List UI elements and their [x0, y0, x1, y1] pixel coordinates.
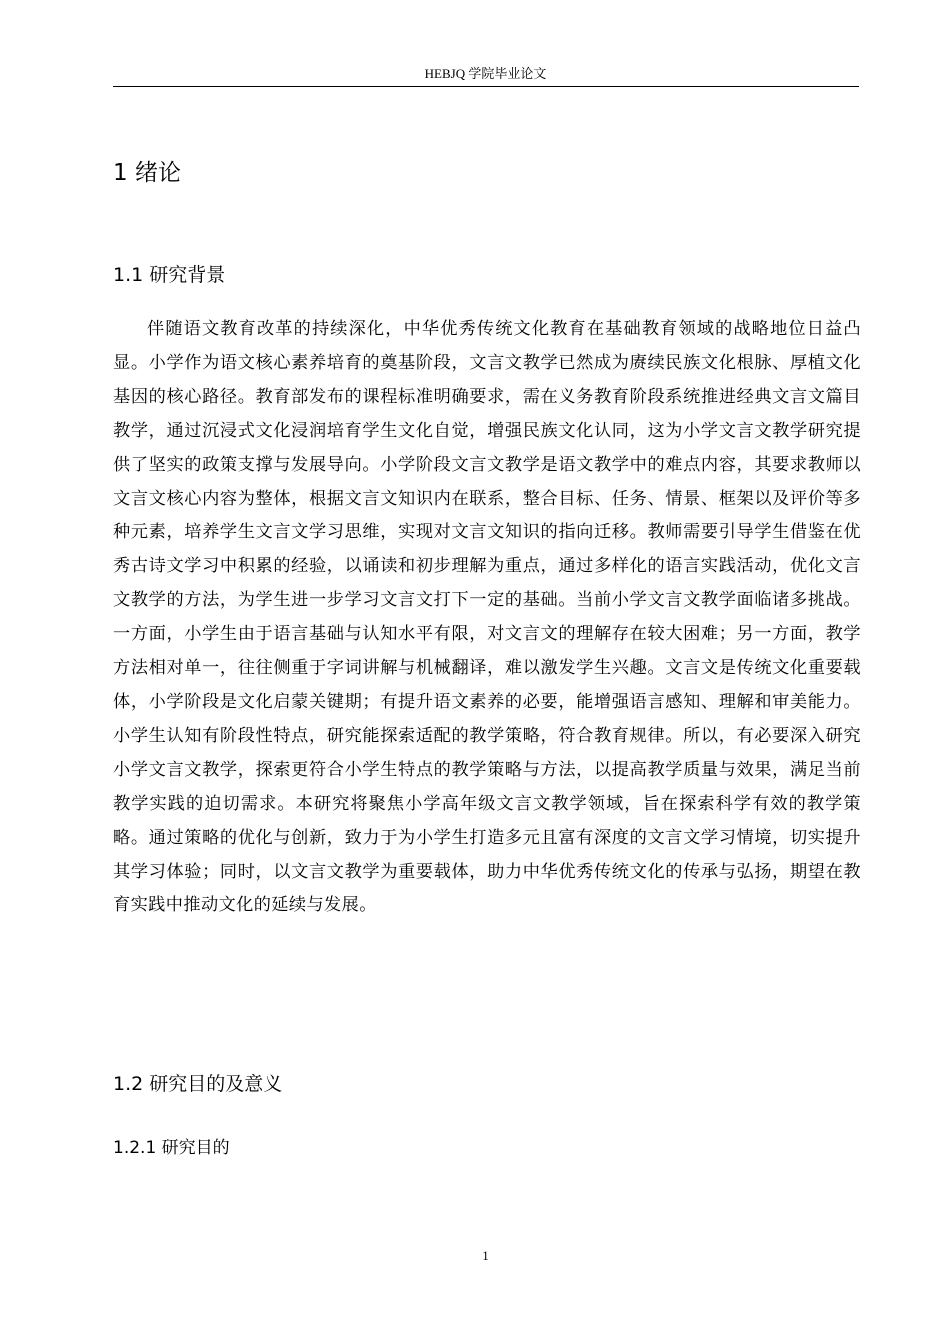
section-title-background: 1.1 研究背景 [113, 264, 226, 286]
header-divider [113, 86, 859, 87]
section-title-purpose-significance: 1.2 研究目的及意义 [113, 1073, 283, 1095]
running-header: HEBJQ 学院毕业论文 [424, 66, 547, 81]
body-paragraph-background: 伴随语文教育改革的持续深化，中华优秀传统文化教育在基础教育领域的战略地位日益凸显。小学作为语文核心素养培育的奠基阶段，文言文教学已然成为赓续民族文化根脉、厚植文化基因的核心路径。教育部发布的课程标准明确要求，需在义务教育阶段系统推进经典文言文篇目教学，通过沉浸式文化浸润培育学生文化自觉，增强民族文化认同，这为小学文言文教学研究提供了坚实的政策支撑与发展导向。小学阶段文言文教学是语文教学中的难点内容，其要求教师以文言文核心内容为整体，根据文言文知识内在联系，整合目标、任务、情景、框架以及评价等多种元素，培养学生文言文学习思维，实现对文言文知识的指向迁移。教师需要引导学生借鉴在优秀古诗文学习中积累的经验，以诵读和初步理解为重点，通过多样化的语言实践活动，优化文言文教学的方法，为学生进一步学习文言文打下一定的基础。当前小学文言文教学面临诸多挑战。一方面，小学生由于语言基础与认知水平有限，对文言文的理解存在较大困难；另一方面，教学方法相对单一，往往侧重于字词讲解与机械翻译，难以激发学生兴趣。文言文是传统文化重要载体，小学阶段是文化启蒙关键期；有提升语文素养的必要，能增强语言感知、理解和审美能力。小学生认知有阶段性特点，研究能探索适配的教学策略，符合教育规律。所以，有必要深入研究小学文言文教学，探索更符合小学生特点的教学策略与方法，以提高教学质量与效果，满足当前教学实践的迫切需求。本研究将聚焦小学高年级文言文教学领域，旨在探索科学有效的教学策略。通过策略的优化与创新，致力于为小学生打造多元且富有深度的文言文学习情境，切实提升其学习体验；同时，以文言文教学为重要载体，助力中华优秀传统文化的传承与弘扬，期望在教育实践中推动文化的延续与发展。 [113, 319, 861, 916]
subsection-title-purpose: 1.2.1 研究目的 [113, 1138, 230, 1158]
chapter-title: 1 绪论 [113, 160, 181, 186]
page-number: 1 [482, 1248, 489, 1263]
